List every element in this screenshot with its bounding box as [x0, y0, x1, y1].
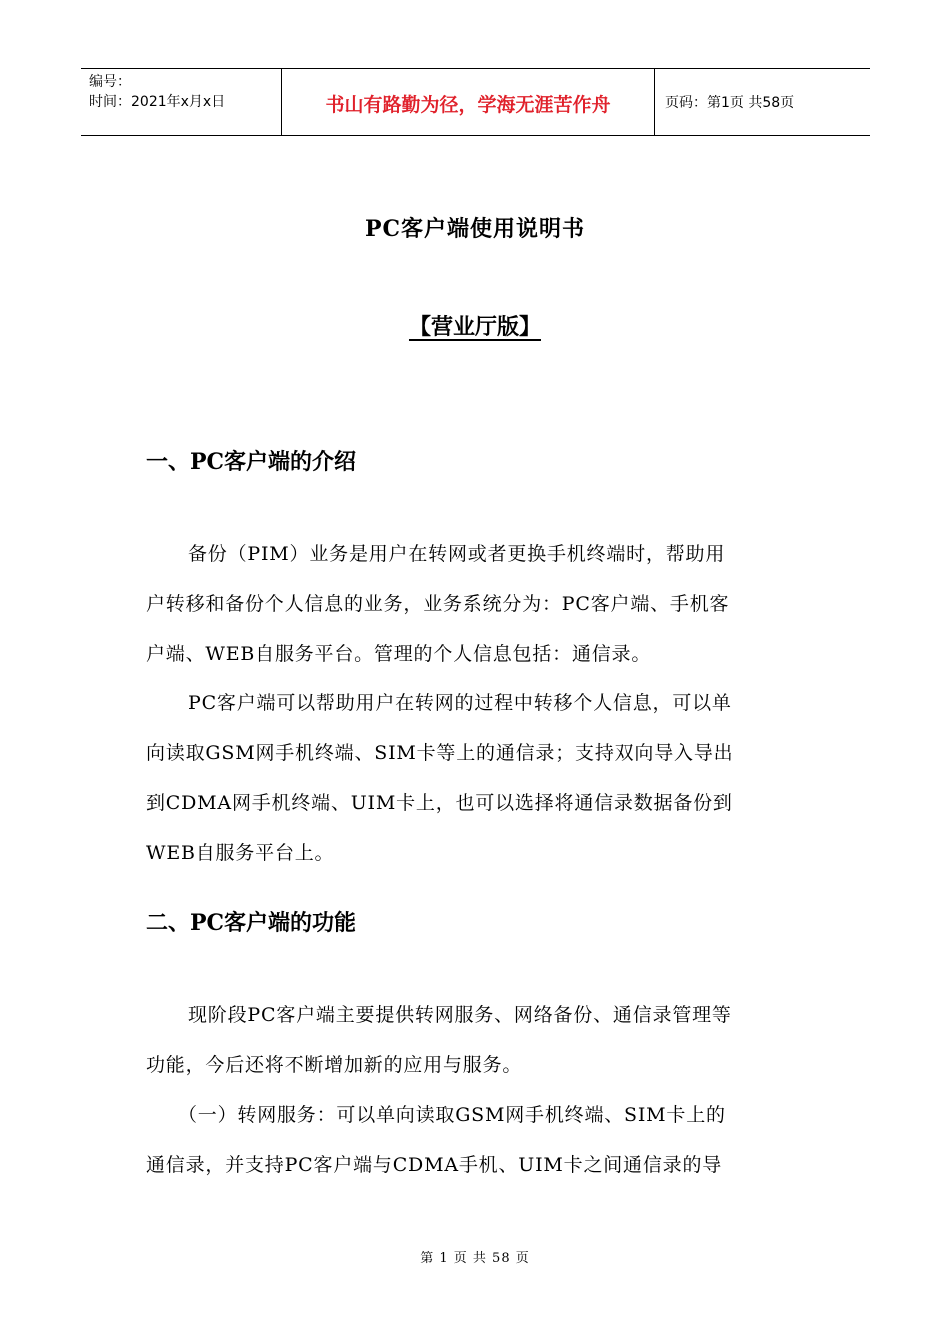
paragraph-line: 户端、WEB自服务平台。管理的个人信息包括：通信录。	[146, 643, 652, 665]
document-number-label: 编号：	[89, 74, 131, 90]
document-title: PC客户端使用说明书	[364, 216, 586, 242]
page-header	[81, 68, 870, 136]
paragraph-line: 现阶段PC客户端主要提供转网服务、网络备份、通信录管理等	[188, 1004, 732, 1026]
section-heading-intro: 一、PC客户端的介绍	[146, 449, 357, 475]
paragraph-line: 备份（PIM）业务是用户在转网或者更换手机终端时，帮助用	[188, 543, 726, 565]
paragraph-line: （一）转网服务：可以单向读取GSM网手机终端、SIM卡上的	[178, 1104, 726, 1126]
paragraph-functions-2	[146, 1090, 806, 1190]
paragraph-line: 到CDMA网手机终端、UIM卡上，也可以选择将通信录数据备份到	[146, 792, 733, 814]
paragraph-line: 户转移和备份个人信息的业务，业务系统分为：PC客户端、手机客	[146, 593, 730, 615]
header-page-info: 页码：第1页 共58页	[665, 95, 795, 111]
document-subtitle	[0, 310, 950, 341]
header-motto: 书山有路勤为径，学海无涯苦作舟	[282, 69, 655, 135]
paragraph-line: PC客户端可以帮助用户在转网的过程中转移个人信息，可以单	[188, 692, 732, 714]
paragraph-line: 通信录，并支持PC客户端与CDMA手机、UIM卡之间通信录的导	[146, 1154, 723, 1176]
paragraph-intro-1	[146, 529, 806, 679]
paragraph-line: 功能，今后还将不断增加新的应用与服务。	[146, 1054, 523, 1076]
document-subtitle-text: 【营业厅版】	[408, 314, 541, 340]
paragraph-intro-2	[146, 678, 806, 878]
paragraph-line: WEB自服务平台上。	[146, 842, 335, 864]
header-meta-cell	[81, 69, 282, 135]
page-footer-number: 第 1 页 共 58 页	[420, 1251, 530, 1266]
section-heading-functions: 二、PC客户端的功能	[146, 910, 357, 936]
document-time-label: 时间：2021年x月x日	[89, 94, 226, 110]
paragraph-line: 向读取GSM网手机终端、SIM卡等上的通信录；支持双向导入导出	[146, 742, 734, 764]
paragraph-functions-1	[146, 990, 806, 1090]
